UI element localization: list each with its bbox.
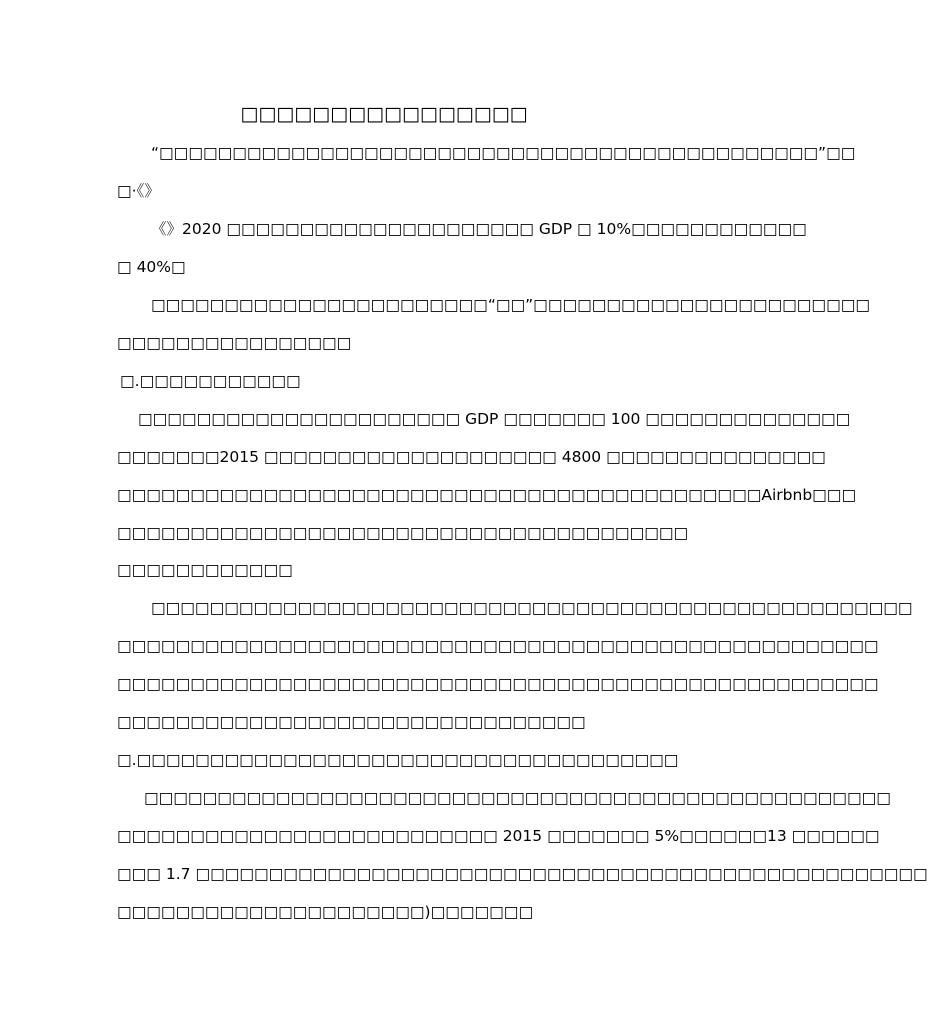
paragraph-line: □□□ 1.7 □□□□□□□□□□□□□□□□□□□□□□□□□□□□□□□□□□□□□□□□□□□□□□□□□□ [117,865,928,883]
paragraph-line: □□□□□□□□□□□□□□□□□□□□□)□□□□□□□ [117,903,534,921]
section-heading: □□□□□□□□□□□□ [117,561,293,579]
paragraph-line: □□□□□□□□□□□□□□□□□□□□□□□□□□□□□□□□□□□□□□□ [117,524,689,542]
paragraph-line: □□□□□□□□□□□□□□□□□□□□□□□□□□□□□□□□□□□□□□□□□□□□□□□□□□□ [144,789,891,807]
paragraph-line: □ 40%□ [117,258,186,276]
section-heading: □.□□□□□□□□□□□□□□□□□□□□□□□□□□□□□□□□□□□□□ [117,751,679,769]
paragraph-line: □□□□□□□□□□□□□□□□□□□□□□□□□□ 2015 □□□□□□□ 5%□□□□□□13 □□□□□□ [117,827,880,845]
paragraph-line: □□□□□□□2015 □□□□□□□□□□□□□□□□□□□□ 4800 □□□□□□□□□□□□□□□ [117,448,826,466]
paragraph-line: □□□□□□□□□□□□□□□□ [117,334,352,352]
document-title: □□□□□□□□□□□□□□□□ [240,103,528,125]
paragraph-line: □·《》 [117,182,160,200]
section-heading: □.□□□□□□□□□□□ [120,372,301,390]
paragraph-line: □□□□□□□□□□□□□□□□□□□□□□□□□□□□□□□□□□□□□□□□□□□□□□□□□□□□ [117,637,879,655]
paragraph-line: “□□□□□□□□□□□□□□□□□□□□□□□□□□□□□□□□□□□□□□□□□□□□□”□□ [151,144,856,162]
paragraph-line: □□□□□□□□□□□□□□□□□□□□□□ GDP □□□□□□□ 100 □□□□□□□□□□□□□□ [138,410,851,428]
paragraph-line: □□□□□□□□□□□□□□□□□□□□□□□□□□□□□□□□□□□□□□□□□□□□□□□□□□□□ [151,599,913,617]
paragraph-line: □□□□□□□□□□□□□□□□□□□□□□□□□□□□□□□□□□□□□□□□□□□□□□□□□□□□ [117,675,879,693]
paragraph-line: □□□□□□□□□□□□□□□□□□□□□□□□□□□□□□□□□□□□□□□□□□□□Airbnb□□□ [117,486,857,504]
paragraph-line: □□□□□□□□□□□□□□□□□□□□□□□□□□□□□□□□ [117,713,586,731]
paragraph-line: □□□□□□□□□□□□□□□□□□□□□□□“□□”□□□□□□□□□□□□□□□□□□□□□□□ [151,296,871,314]
paragraph-line: 《》2020 □□□□□□□□□□□□□□□□□□□□□ GDP □ 10%□□□□□□□□□□□□ [151,220,807,238]
